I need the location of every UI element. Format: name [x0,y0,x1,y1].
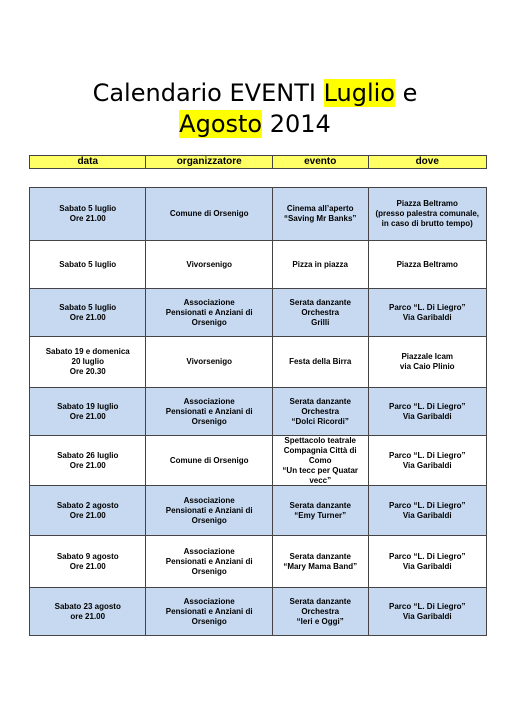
cell-organizzatore: Associazione Pensionati e Anziani di Orsenigo [146,388,272,435]
cell-evento: Serata danzante Orchestra Grilli [273,289,369,336]
page-title [0,78,510,140]
cell-evento: Festa della Birra [273,337,369,387]
table-header [29,155,487,169]
cell-organizzatore: Associazione Pensionati e Anziani di Orsenigo [146,536,272,587]
cell-organizzatore: Associazione Pensionati e Anziani di Orsenigo [146,486,272,535]
cell-organizzatore: Associazione Pensionati e Anziani di Orsenigo [146,289,272,336]
table-row [30,436,486,486]
cell-organizzatore: Vivorsenigo [146,241,272,288]
table-row [30,241,486,289]
cell-dove: Parco “L. Di Liegro” Via Garibaldi [389,302,466,322]
cell-evento: Serata danzante “Emy Turner” [273,486,369,535]
table-row [30,289,486,337]
cell-data: Sabato 19 luglio Ore 21.00 [30,388,146,435]
table-row [30,486,486,536]
cell-dove: Piazza Beltramo [396,259,458,269]
cell-data: Sabato 5 luglio Ore 21.00 [30,289,146,336]
cell-evento: Serata danzante Orchestra “Dolci Ricordi” [273,388,369,435]
cell-dove: Parco “L. Di Liegro” Via Garibaldi [389,401,466,421]
header-evento: evento [273,156,369,168]
cell-evento: Serata danzante Orchestra “Ieri e Oggi” [273,588,369,635]
cell-data: Sabato 5 luglio Ore 21.00 [30,188,146,240]
cell-dove: Parco “L. Di Liegro” Via Garibaldi [389,551,466,571]
cell-dove: Piazza Beltramo (presso palestra comunale, in caso di brutto tempo) [375,199,480,228]
table-row [30,188,486,241]
title-text: 2014 [262,110,331,138]
cell-evento: Cinema all’aperto “Saving Mr Banks” [273,188,369,240]
cell-data: Sabato 9 agosto Ore 21.00 [30,536,146,587]
cell-data: Sabato 5 luglio [30,241,146,288]
cell-dove: Parco “L. Di Liegro” Via Garibaldi [389,500,466,520]
title-text: e [394,79,418,107]
header-dove: dove [415,156,439,167]
cell-data: Sabato 19 e domenica 20 luglio Ore 20.30 [30,337,146,387]
cell-data: Sabato 23 agosto ore 21.00 [30,588,146,635]
title-line-1 [0,78,510,109]
header-data: data [30,156,146,168]
title-highlight-agosto: Agosto [179,110,263,138]
cell-evento: Pizza in piazza [273,241,369,288]
cell-organizzatore: Vivorsenigo [146,337,272,387]
title-line-2 [0,109,510,140]
table-row [30,536,486,588]
cell-dove: Piazzale Icam via Caio Plinio [399,352,455,371]
cell-organizzatore: Comune di Orsenigo [146,436,272,485]
cell-dove: Parco “L. Di Liegro” Via Garibaldi [389,601,466,621]
cell-organizzatore: Associazione Pensionati e Anziani di Orsenigo [146,588,272,635]
header-organizzatore: organizzatore [146,156,272,168]
table-row [30,588,486,636]
cell-evento: Serata danzante “Mary Mama Band” [273,536,369,587]
table-row [30,388,486,436]
cell-organizzatore: Comune di Orsenigo [146,188,272,240]
cell-dove: Parco “L. Di Liegro” Via Garibaldi [389,450,466,470]
table-row [30,337,486,388]
cell-evento: Spettacolo teatrale Compagnia Città di Como “Un tecc per Quatar vecc” [273,436,369,485]
title-highlight-luglio: Luglio [323,79,395,107]
cell-data: Sabato 2 agosto Ore 21.00 [30,486,146,535]
cell-data: Sabato 26 luglio Ore 21.00 [30,436,146,485]
events-table [29,187,487,636]
title-text: Calendario EVENTI [92,79,324,107]
